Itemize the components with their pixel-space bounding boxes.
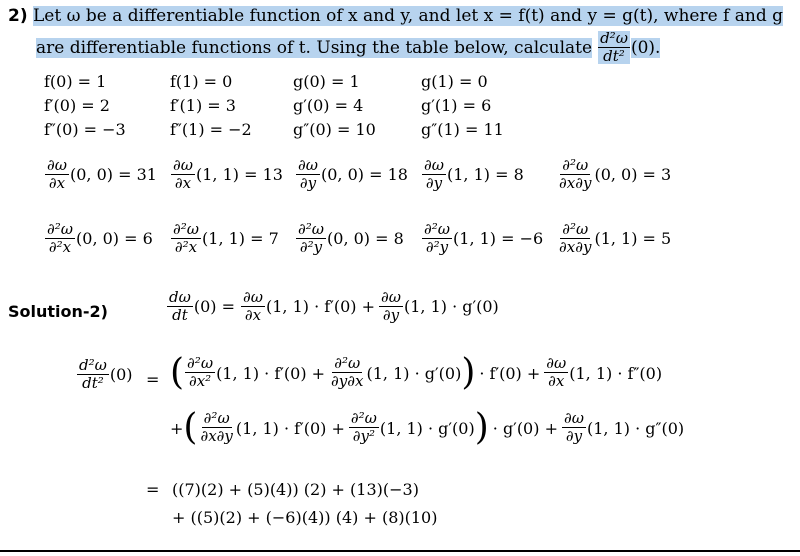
partial-r2c1 — [44, 222, 153, 255]
partial-r1c4 — [421, 158, 524, 191]
numeric-line-2: + ((5)(2) + (−6)(4)) (4) + (8)(10) — [172, 508, 438, 527]
partial-r1c3 — [295, 158, 408, 191]
frac-num: ∂²ω — [334, 354, 361, 373]
close-paren: ) — [461, 352, 476, 393]
second-derivative-line-2 — [170, 407, 685, 448]
partial-value: (0, 0) = 6 — [76, 229, 153, 249]
frac-den: ∂y² — [352, 427, 376, 446]
expr-text: + — [170, 418, 184, 438]
table-cell: f′(0) = 2 — [44, 96, 110, 115]
frac-num: ∂ω — [424, 156, 444, 174]
frac-num: ∂ω — [298, 156, 318, 174]
problem-line-2 — [36, 31, 660, 64]
open-paren: ( — [183, 407, 198, 448]
open-paren: ( — [170, 352, 185, 393]
frac-den: ∂x — [48, 173, 66, 192]
frac-num: ∂²ω — [562, 156, 589, 174]
frac-den: ∂²y — [425, 237, 449, 256]
frac-num: ∂ω — [243, 288, 263, 306]
frac-den: dt — [172, 305, 188, 324]
problem-line-1 — [8, 6, 783, 26]
numeric-line-1: ((7)(2) + (5)(4)) (2) + (13)(−3) — [172, 480, 419, 499]
expr-text: (1, 1) · g″(0) — [586, 418, 685, 438]
frac-num: ∂ω — [563, 409, 584, 428]
table-cell: g″(0) = 10 — [293, 120, 376, 139]
frac-den: ∂²y — [299, 237, 323, 256]
frac-num: d²ω — [79, 356, 107, 374]
frac-num: dω — [169, 288, 191, 306]
frac-den: ∂x — [548, 372, 565, 391]
frac-den: ∂x∂y — [559, 173, 592, 192]
problem-text-2: are differentiable functions of t. Using the table below, calculate — [36, 37, 593, 58]
expr-text: (1, 1) · f′(0) + — [216, 363, 326, 383]
second-derivative-lhs — [76, 358, 133, 391]
frac-den: ∂y — [382, 305, 400, 324]
expr-text: (0) — [109, 365, 133, 385]
frac-num: ∂²ω — [562, 220, 589, 238]
partial-r1c5 — [556, 158, 671, 191]
frac-den: ∂y∂x — [331, 372, 364, 391]
table-cell: f(0) = 1 — [44, 72, 107, 91]
partial-value: (0, 0) = 8 — [327, 229, 404, 249]
expr-text: (0) = — [193, 297, 235, 317]
frac-num: ∂²ω — [187, 354, 214, 373]
frac-den: ∂x² — [188, 372, 212, 391]
equals-sign-2: = — [146, 480, 160, 499]
equals-sign-1: = — [146, 370, 160, 389]
table-cell: g′(1) = 6 — [421, 96, 492, 115]
frac-den: ∂y — [299, 173, 317, 192]
expr-text: (1, 1) · f′(0) + — [266, 297, 375, 317]
frac-den: ∂x — [244, 305, 262, 324]
problem-number: 2) — [8, 6, 28, 26]
table-cell: g(0) = 1 — [293, 72, 360, 91]
solution-label: Solution-2) — [8, 302, 108, 321]
frac-den: ∂y — [565, 427, 583, 446]
partial-r2c3 — [295, 222, 404, 255]
table-cell: f′(1) = 3 — [170, 96, 236, 115]
table-cell: g(1) = 0 — [421, 72, 488, 91]
table-cell: g″(1) = 11 — [421, 120, 504, 139]
frac-num: ∂ω — [546, 354, 567, 373]
frac-num: ∂²ω — [424, 220, 451, 238]
frac-num: ∂ω — [380, 288, 401, 306]
partial-r2c5 — [556, 222, 671, 255]
frac-num: ∂²ω — [350, 409, 377, 428]
partial-r2c4 — [421, 222, 543, 255]
close-paren: ) — [474, 407, 489, 448]
partial-r2c2 — [170, 222, 279, 255]
expr-text: (1, 1) · g′(0) — [403, 297, 499, 317]
frac-num: ∂²ω — [298, 220, 325, 238]
second-derivative-line-1 — [170, 352, 663, 393]
table-col-f0 — [44, 70, 126, 142]
problem-text-1: Let ω be a differentiable function of x and y, and let x = f(t) and y = g(t), where f and g — [33, 6, 783, 26]
expr-text: (1, 1) · g′(0) — [379, 418, 475, 438]
expr-text: (1, 1) · g′(0) — [366, 363, 462, 383]
frac-den: ∂x∂y — [200, 427, 233, 446]
partial-value: (1, 1) = −6 — [453, 229, 544, 249]
target-tail: (0). — [630, 37, 661, 58]
frac-den: ∂y — [425, 173, 443, 192]
table-col-g1 — [421, 70, 504, 142]
table-cell: g′(0) = 4 — [293, 96, 364, 115]
partial-r1c1 — [44, 158, 157, 191]
frac-num: ∂²ω — [173, 220, 200, 238]
frac-den: ∂²x — [174, 237, 198, 256]
expr-text: · f′(0) + — [479, 363, 541, 383]
partial-value: (1, 1) = 8 — [447, 165, 524, 185]
first-derivative — [166, 290, 499, 323]
partial-value: (0, 0) = 18 — [321, 165, 408, 185]
table-cell: f″(1) = −2 — [170, 120, 252, 139]
partial-value: (1, 1) = 13 — [196, 165, 283, 185]
table-col-g0 — [293, 70, 376, 142]
target-fraction: $\frac{\text{d²ω}}{\text{dt²}}$ — [600, 29, 628, 65]
frac-num: ∂ω — [173, 156, 193, 174]
bottom-rule — [0, 550, 800, 552]
table-cell: f(1) = 0 — [170, 72, 233, 91]
frac-den: ∂x — [174, 173, 192, 192]
table-col-f1 — [170, 70, 252, 142]
frac-num: ∂²ω — [47, 220, 74, 238]
frac-num: ∂ω — [47, 156, 67, 174]
table-cell: f″(0) = −3 — [44, 120, 126, 139]
frac-den: ∂x∂y — [559, 237, 592, 256]
expr-text: · g′(0) + — [492, 418, 558, 438]
partial-value: (1, 1) = 7 — [202, 229, 279, 249]
partial-value: (1, 1) = 5 — [594, 229, 672, 249]
frac-den: ∂²x — [48, 237, 72, 256]
partial-value: (0, 0) = 31 — [70, 165, 157, 185]
partial-r1c2 — [170, 158, 283, 191]
frac-num: ∂²ω — [203, 409, 230, 428]
expr-text: (1, 1) · f″(0) — [569, 363, 663, 383]
expr-text: (1, 1) · f′(0) + — [235, 418, 345, 438]
frac-den: dt² — [82, 373, 104, 392]
partial-value: (0, 0) = 3 — [594, 165, 672, 185]
